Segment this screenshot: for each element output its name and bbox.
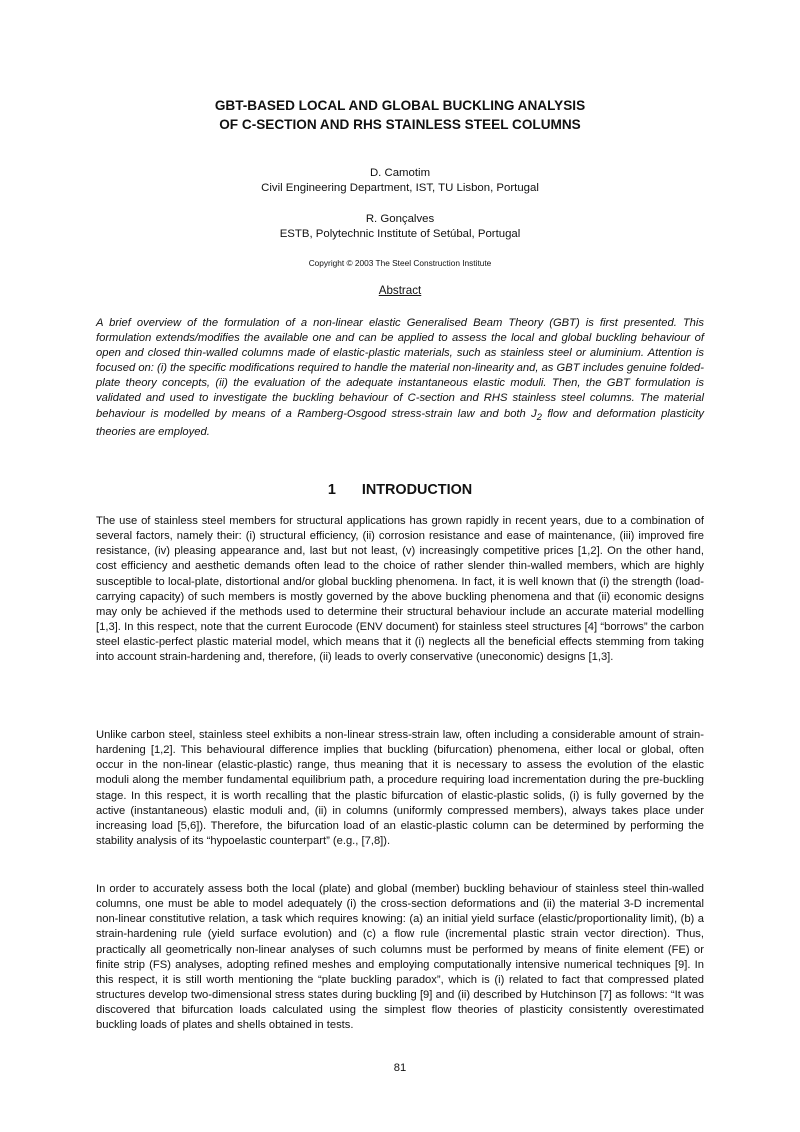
paper-title <box>100 96 700 134</box>
abstract-text-end: flow and deformation plasticity theories are employed. <box>96 407 704 438</box>
paragraph-1: The use of stainless steel members for structural applications has grown rapidly in recent years, due to a combination of several factors, namely their: (i) structural efficiency, (ii) corrosion resistance and ease of maintenance, (iii) improved fire resistance, (iv) pleasing appearance and, last but not least, (v) increasingly competitive prices [1,2]. On the other hand, cost efficiency and aesthetic demands often lead to the choice of rather slender thin-walled members, which are highly susceptible to local-plate, distortional and/or global buckling phenomena. In fact, it is well known that (i) the strength (load-carrying capacity) of such members is mostly governed by the above buckling phenomena and that (ii) economic designs may only be achieved if the methods used to determine their structural behaviour include an accurate material modelling [1,3]. In this respect, note that the current Eurocode (ENV document) for stainless steel structures [4] “borrows” the carbon steel elastic-perfect plastic material model, which means that it (i) neglects all the beneficial effects stemming from taking into account strain-hardening and, therefore, (ii) leads to overly conservative (uneconomic) designs [1,3]. <box>96 515 704 664</box>
title-line-1: GBT-BASED LOCAL AND GLOBAL BUCKLING ANALYSIS <box>214 98 586 113</box>
paragraph-2: Unlike carbon steel, stainless steel exhibits a non-linear stress-strain law, often including a considerable amount of strain-hardening [1,2]. This behavioural difference implies that buckling (bifurcation) phenomena, either local or global, often occur in the non-linear (elastic-plastic) range, thus meaning that it is necessary to assess the evolution of the elastic moduli along the member fundamental equilibrium path, a procedure requiring load incrementation during the pre-buckling stage. In this respect, it is worth recalling that the plastic bifurcation of elastic-plastic solids, (i) is fully governed by the active (instantaneous) elastic moduli and, (ii) in columns (uniformly compressed members), always takes place under increasing load [5,6]). Therefore, the bifurcation load of an elastic-plastic column can be determined by performing the stability analysis of its “hypoelastic counterpart” (e.g., [7,8]). <box>96 729 704 848</box>
section-heading <box>100 482 700 498</box>
page-number: 81 <box>393 1062 407 1074</box>
abstract-subscript: 2 <box>536 411 542 422</box>
abstract-heading: Abstract <box>378 284 422 297</box>
paragraph-3: In order to accurately assess both the local (plate) and global (member) buckling behaviour of stainless steel thin-walled columns, one must be able to model adequately (i) the cross-section deformations and (ii) the material 3-D incremental non-linear constitutive relation, a task which requires knowing: (a) an initial yield surface (elastic/proportionality limit), (b) a strain-hardening rule (yield surface evolution) and (c) a flow rule (incremental plastic strain vector direction). Thus, practically all geometrically non-linear analyses of such columns must be performed by means of finite element (FE) or finite strip (FS) analyses, adopting refined meshes and employing computationally intensive numerical techniques [9]. In this respect, it is still worth mentioning the “plate buckling paradox”, which is (i) related to fact that compressed plated structures develop two-dimensional stress states during buckling [9] and (ii) described by Hutchinson [7] as follows: “It was discovered that bifurcation loads calculated using the simplest flow theories of plasticity consistently overestimated buckling loads of plates and shells obtained in tests. <box>96 883 704 1032</box>
author-affiliation: ESTB, Polytechnic Institute of Setúbal, Portugal <box>279 228 521 240</box>
author-name: R. Gonçalves <box>365 213 435 225</box>
author-block-1 <box>100 166 700 196</box>
author-affiliation: Civil Engineering Department, IST, TU Lisbon, Portugal <box>261 182 539 194</box>
author-name: D. Camotim <box>369 167 431 179</box>
author-block-2 <box>100 212 700 242</box>
section-number: 1 <box>327 482 336 498</box>
section-title: INTRODUCTION <box>361 482 473 498</box>
abstract-text <box>96 316 704 440</box>
abstract-text-main: A brief overview of the formulation of a non-linear elastic Generalised Beam Theory (GBT) is first presented. This formulation extends/modifies the available one and can be applied to assess the local and global buckling behaviour of open and closed thin-walled columns made of elastic-plastic materials, such as stainless steel or aluminium. Attention is focused on: (i) the specific modifications required to handle the material non-linearity and, as GBT includes genuine folded-plate theory concepts, (ii) the evaluation of the adequate instantaneous elastic moduli. Then, the GBT formulation is validated and used to investigate the buckling behaviour of C-section and RHS stainless steel columns. The material behaviour is modelled by means of a Ramberg-Osgood stress-strain law and both J <box>96 317 704 420</box>
copyright-notice: Copyright © 2003 The Steel Construction Institute <box>308 258 492 268</box>
title-line-2: OF C-SECTION AND RHS STAINLESS STEEL COLUMNS <box>219 117 581 132</box>
